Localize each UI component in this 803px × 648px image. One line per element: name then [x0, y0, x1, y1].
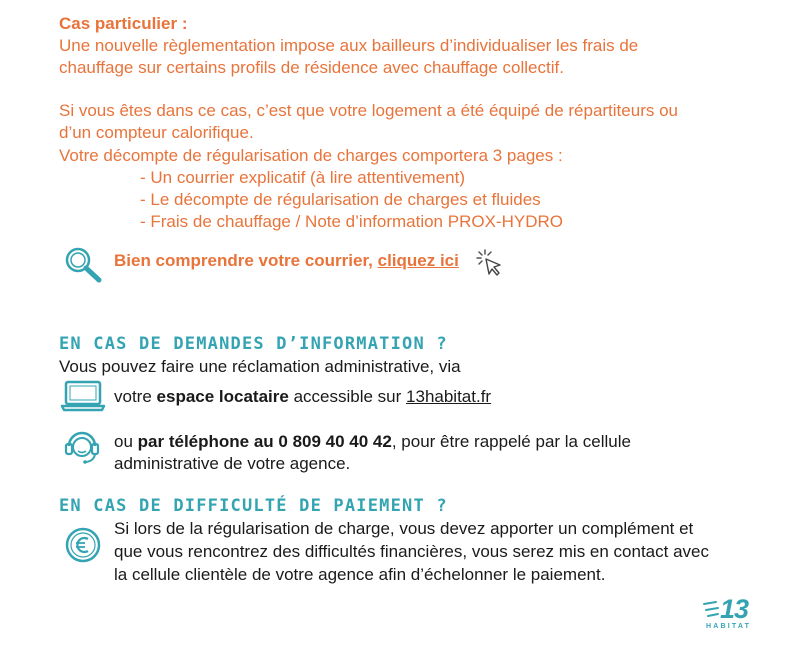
online-pre: votre: [114, 387, 152, 406]
special-case-line: Une nouvelle règlementation impose aux bailleurs d’individualiser les frais de: [59, 36, 639, 55]
tenant-space-label: espace locataire: [156, 387, 289, 406]
special-case-line: Votre décompte de régularisation de charges comportera 3 pages :: [59, 146, 563, 165]
pages-list-item: - Frais de chauffage / Note d’information PROX-HYDRO: [140, 212, 563, 231]
understand-text: Bien comprendre votre courrier,: [114, 251, 373, 270]
website-link[interactable]: 13habitat.fr: [406, 387, 492, 406]
euro-coin-icon: [64, 526, 102, 564]
headset-icon: [62, 426, 102, 466]
phone-pre: ou: [114, 432, 133, 451]
magnifier-icon: [62, 244, 104, 284]
payment-line: que vous rencontrez des difficultés financières, vous serez mis en contact avec: [114, 542, 709, 561]
special-case-line: d’un compteur calorifique.: [59, 123, 254, 142]
payment-line: la cellule clientèle de votre agence afin d’échelonner le paiement.: [114, 565, 606, 584]
click-cursor-icon: [476, 249, 504, 277]
understand-row: [114, 250, 459, 272]
payment-line: Si lors de la régularisation de charge, vous devez apporter un complément et: [114, 519, 694, 538]
phone-number: par téléphone au 0 809 40 40 42: [137, 432, 392, 451]
click-here-link[interactable]: cliquez ici: [377, 251, 459, 270]
pages-list-item: - Le décompte de régularisation de charges et fluides: [140, 190, 541, 209]
13-habitat-logo: [702, 596, 762, 634]
laptop-icon: [60, 380, 106, 412]
info-heading: EN CAS DE DEMANDES D’INFORMATION ?: [59, 334, 448, 354]
phone-post: , pour être rappelé par la cellule: [391, 432, 631, 451]
special-case-line: Si vous êtes dans ce cas, c’est que votre logement a été équipé de répartiteurs ou: [59, 101, 678, 120]
special-case-title: Cas particulier :: [59, 14, 188, 33]
info-intro: Vous pouvez faire une réclamation administrative, via: [59, 357, 461, 376]
logo-word: HABITAT: [706, 623, 752, 630]
online-mid: accessible sur: [293, 387, 402, 406]
phone-line2: administrative de votre agence.: [114, 454, 351, 473]
pages-list-item: - Un courrier explicatif (à lire attentivement): [140, 168, 466, 187]
logo-number: 13: [720, 594, 749, 624]
payment-heading: EN CAS DE DIFFICULTÉ DE PAIEMENT ?: [59, 496, 448, 516]
special-case-line: chauffage sur certains profils de résidence avec chauffage collectif.: [59, 58, 564, 77]
phone-row: [114, 431, 631, 453]
online-space-row: [114, 386, 491, 408]
